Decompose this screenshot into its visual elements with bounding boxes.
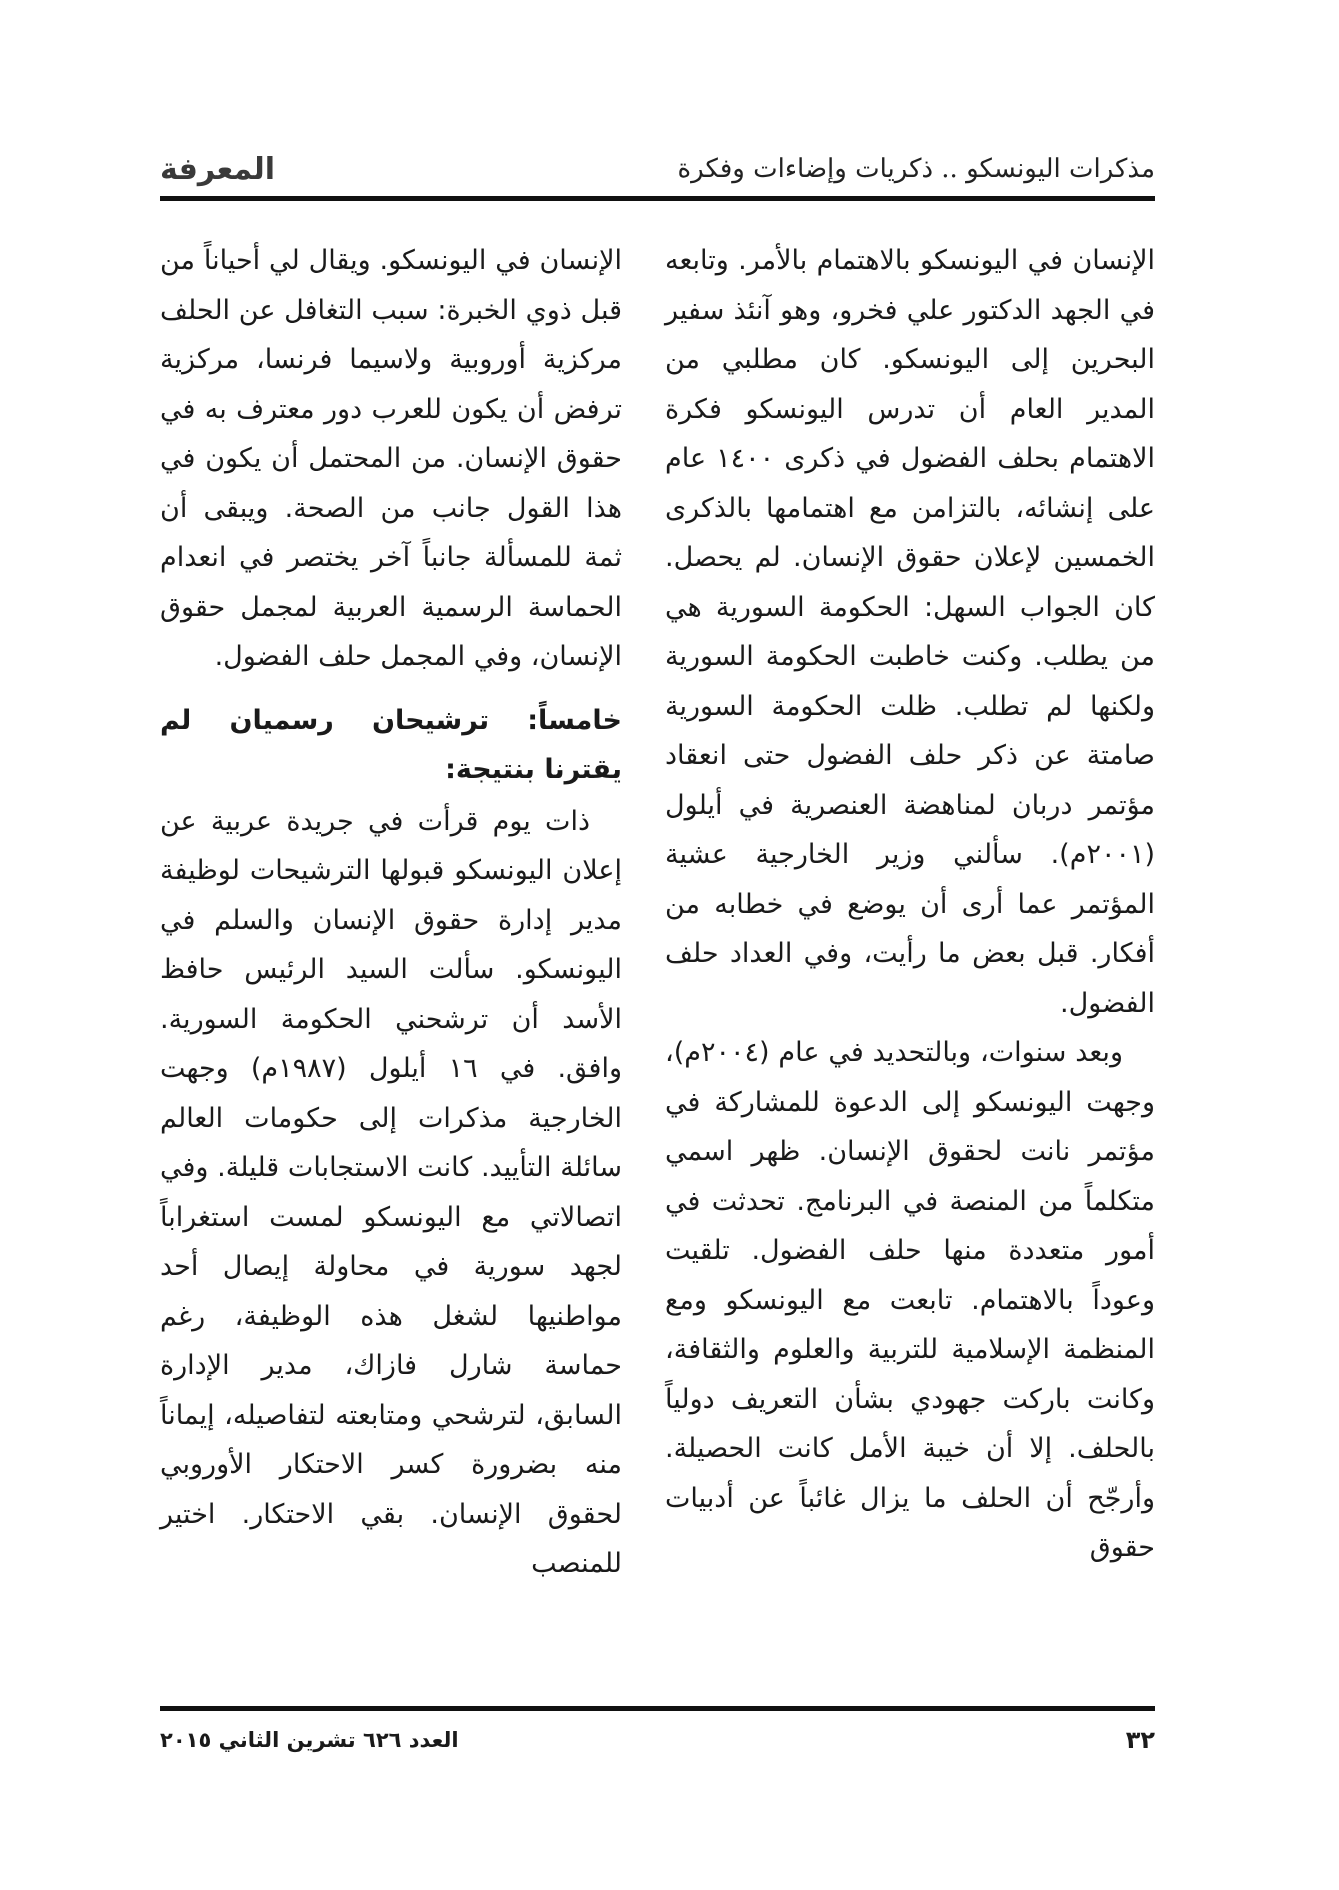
section-heading: خامساً: ترشيحان رسميان لم يقترنا بنتيجة: <box>160 704 622 785</box>
page-footer <box>160 1726 1155 1766</box>
magazine-logo: المعرفة <box>160 152 276 187</box>
page-header <box>160 148 1155 192</box>
paragraph: وبعد سنوات، وبالتحديد في عام (٢٠٠٤م)، وجهت اليونسكو إلى الدعوة للمشاركة في مؤتمر نانت لحقوق الإنسان. ظهر اسمي متكلماً من المنصة في البرنامج. تحدثت في أمور متعددة منها حلف الفضول. تلقيت وعوداً بالاهتمام. تابعت مع اليونسكو ومع المنظمة الإسلامية للتربية والعلوم والثقافة، وكانت باركت جهودي بشأن التعريف دولياً بالحلف. إلا أن خيبة الأمل كانت الحصيلة. وأرجّح أن الحلف ما يزال غائباً عن أدبيات حقوق <box>665 1037 1155 1563</box>
header-rule <box>160 196 1155 201</box>
footer-rule <box>160 1706 1155 1711</box>
article-column-left <box>160 236 622 1589</box>
paragraph: الإنسان في اليونسكو بالاهتمام بالأمر. وتابعه في الجهد الدكتور علي فخرو، وهو آنئذ سفير البحرين إلى اليونسكو. كان مطلبي من المدير العام أن تدرس اليونسكو فكرة الاهتمام بحلف الفضول في ذكرى ١٤٠٠ عام على إنشائه، بالتزامن مع اهتمامها بالذكرى الخمسين لإعلان حقوق الإنسان. لم يحصل. كان الجواب السهل: الحكومة السورية هي من يطلب. وكنت خاطبت الحكومة السورية ولكنها لم تطلب. ظلت الحكومة السورية صامتة عن ذكر حلف الفضول حتى انعقاد مؤتمر دربان لمناهضة العنصرية في أيلول (٢٠٠١م). سألني وزير الخارجية عشية المؤتمر عما أرى أن يوضع في خطابه من أفكار. قبل بعض ما رأيت، وفي العداد حلف الفضول. <box>665 245 1155 1019</box>
paragraph: الإنسان في اليونسكو. ويقال لي أحياناً من قبل ذوي الخبرة: سبب التغافل عن الحلف مركزية أوروبية ولاسيما فرنسا، مركزية ترفض أن يكون للعرب دور معترف به في حقوق الإنسان. من المحتمل أن يكون في هذا القول جانب من الصحة. ويبقى أن ثمة للمسألة جانباً آخر يختصر في انعدام الحماسة الرسمية العربية لمجمل حقوق الإنسان، وفي المجمل حلف الفضول. <box>160 245 622 672</box>
paragraph: ذات يوم قرأت في جريدة عربية عن إعلان اليونسكو قبولها الترشيحات لوظيفة مدير إدارة حقوق الإنسان والسلم في اليونسكو. سألت السيد الرئيس حافظ الأسد أن ترشحني الحكومة السورية. وافق. في ١٦ أيلول (١٩٨٧م) وجهت الخارجية مذكرات إلى حكومات العالم سائلة التأييد. كانت الاستجابات قليلة. وفي اتصالاتي مع اليونسكو لمست استغراباً لجهد سورية في محاولة إيصال أحد مواطنيها لشغل هذه الوظيفة، رغم حماسة شارل فازاك، مدير الإدارة السابق، لترشحي ومتابعته لتفاصيله، إيماناً منه بضرورة كسر الاحتكار الأوروبي لحقوق الإنسان. بقي الاحتكار. اختير للمنصب <box>160 805 623 1579</box>
issue-info: العدد ٦٢٦ تشرين الثاني ٢٠١٥ <box>160 1728 459 1752</box>
page-number: ٣٢ <box>1125 1726 1155 1754</box>
running-title: مذكرات اليونسكو .. ذكريات وإضاءات وفكرة <box>677 154 1155 184</box>
article-column-right <box>665 236 1155 1573</box>
